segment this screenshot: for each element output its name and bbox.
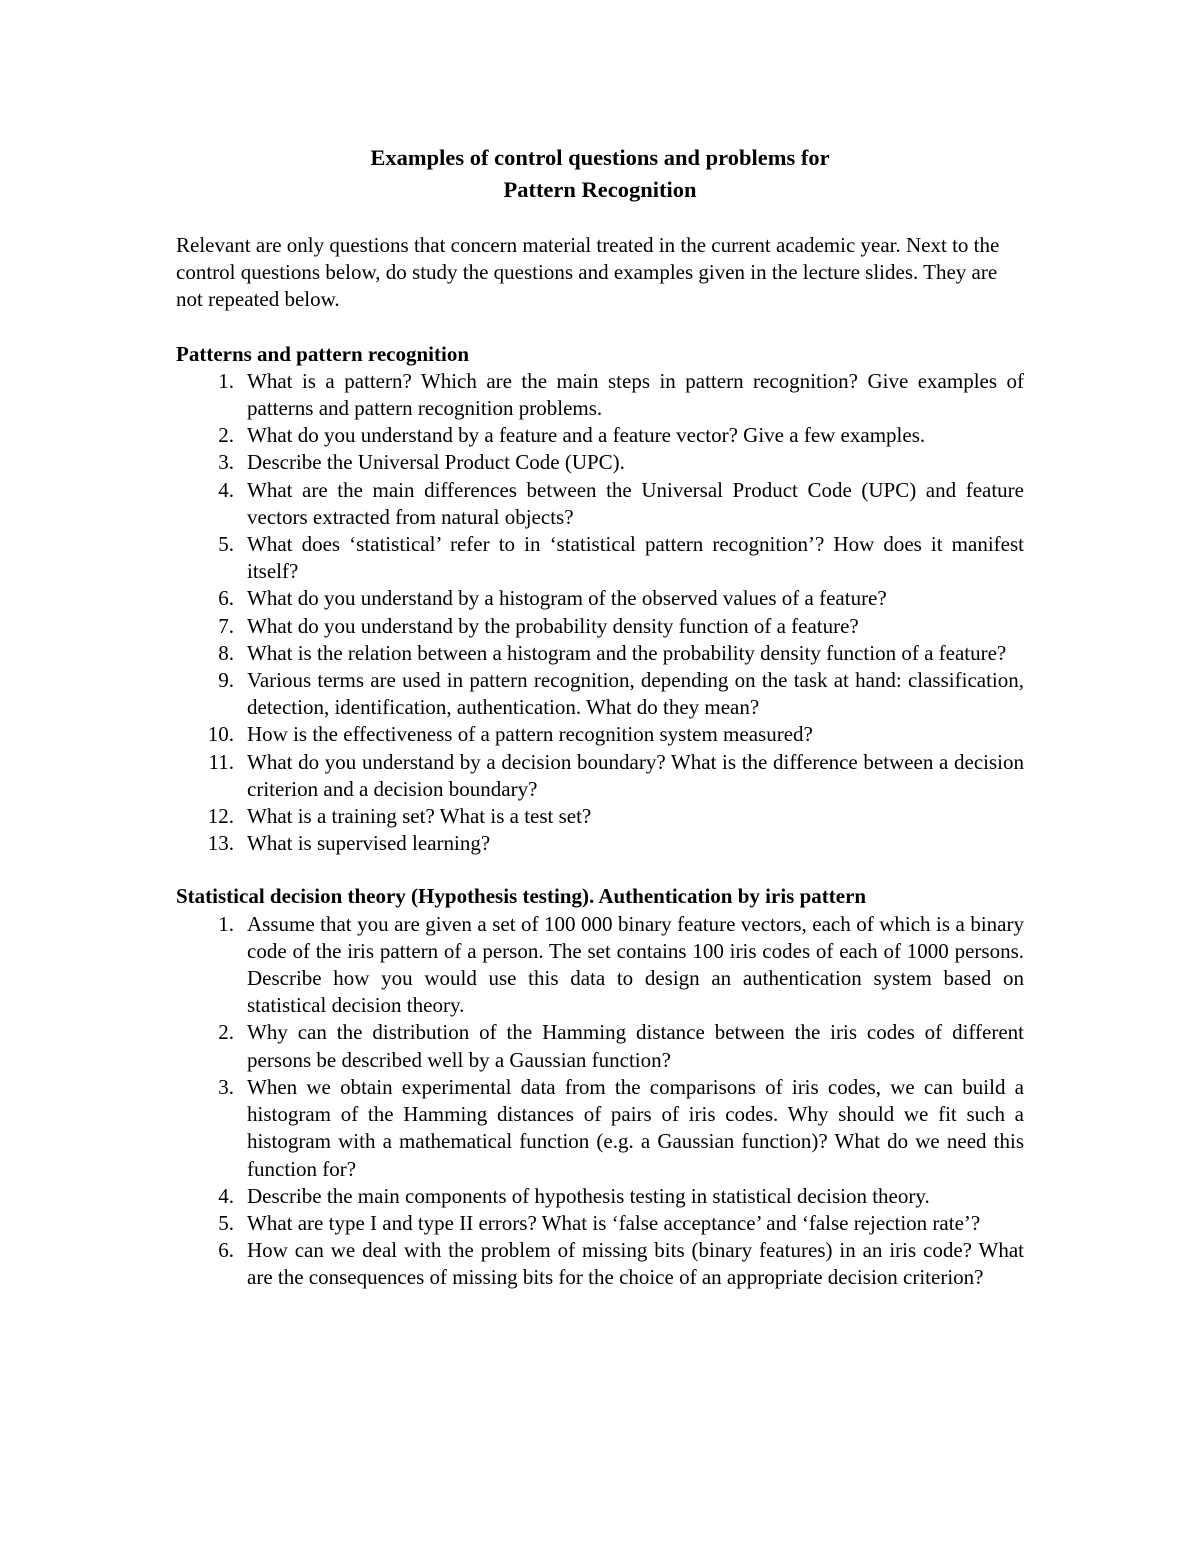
section-patterns xyxy=(176,341,1024,858)
list-item xyxy=(176,911,1024,1020)
list-item xyxy=(176,1019,1024,1073)
item-text: What do you understand by the probability density function of a feature? xyxy=(247,613,859,638)
item-number: 5. xyxy=(218,532,234,557)
item-text: What do you understand by a feature and a feature vector? Give a few examples. xyxy=(247,423,926,448)
item-number: 1. xyxy=(218,368,234,393)
list-item xyxy=(176,721,1024,748)
list-item xyxy=(176,803,1024,830)
list-item xyxy=(176,422,1024,449)
item-text: What do you understand by a decision boundary? What is the difference between a decision criterion and a decision boundary? xyxy=(247,749,1024,801)
document-title xyxy=(176,142,1024,206)
item-number: 4. xyxy=(218,477,234,502)
item-text: What is the relation between a histogram and the probability density function of a feature? xyxy=(247,640,1007,665)
item-text: What does ‘statistical’ refer to in ‘statistical pattern recognition’? How does it manifest itself? xyxy=(247,532,1024,584)
item-text: When we obtain experimental data from the comparisons of iris codes, we can build a histogram of the Hamming distances of pairs of iris codes. Why should we fit such a histogram with a mathematical function (e.g. a Gaussian function)? What do we need this function for? xyxy=(247,1074,1024,1181)
list-item xyxy=(176,449,1024,476)
item-text: What is supervised learning? xyxy=(247,831,491,856)
section-statistical-decision-theory xyxy=(176,883,1024,1291)
list-item xyxy=(176,640,1024,667)
item-number: 8. xyxy=(218,640,234,665)
list-item xyxy=(176,531,1024,585)
item-number: 6. xyxy=(218,1238,234,1263)
list-item xyxy=(176,613,1024,640)
section-heading: Patterns and pattern recognition xyxy=(176,341,470,366)
item-number: 12. xyxy=(207,804,234,829)
item-number: 2. xyxy=(218,423,234,448)
list-item xyxy=(176,1237,1024,1291)
item-text: What are type I and type II errors? What is ‘false acceptance’ and ‘false rejection rate’? xyxy=(247,1210,981,1235)
list-item xyxy=(176,368,1024,422)
item-text: Assume that you are given a set of 100 000 binary feature vectors, each of which is a binary code of the iris pattern of a person. The set contains 100 iris codes of each of 1000 persons. Describe how you would use this data to design an authentication system based on statistical decision theory. xyxy=(247,911,1024,1018)
item-number: 7. xyxy=(218,613,234,638)
list-item xyxy=(176,1210,1024,1237)
title-line-1: Examples of control questions and problems for xyxy=(370,145,830,170)
list-item xyxy=(176,1183,1024,1210)
item-text: What is a pattern? Which are the main steps in pattern recognition? Give examples of patterns and pattern recognition problems. xyxy=(247,368,1024,421)
item-number: 5. xyxy=(218,1210,234,1235)
section-heading: Statistical decision theory (Hypothesis testing). Authentication by iris pattern xyxy=(176,884,867,909)
item-number: 4. xyxy=(218,1183,234,1208)
title-line-2: Pattern Recognition xyxy=(503,177,697,202)
item-number: 3. xyxy=(218,450,234,475)
item-number: 6. xyxy=(218,586,234,611)
list-item xyxy=(176,585,1024,612)
item-text: How is the effectiveness of a pattern recognition system measured? xyxy=(247,722,813,747)
item-number: 1. xyxy=(218,911,234,936)
item-number: 13. xyxy=(207,831,234,856)
item-text: Describe the Universal Product Code (UPC). xyxy=(247,450,625,475)
item-text: What do you understand by a histogram of the observed values of a feature? xyxy=(247,586,887,611)
item-text: What is a training set? What is a test set? xyxy=(247,804,592,829)
item-text: Why can the distribution of the Hamming distance between the iris codes of different persons be described well by a Gaussian function? xyxy=(247,1020,1024,1072)
intro-paragraph: Relevant are only questions that concern material treated in the current academic year. Next to the control questions below, do study the questions and examples given in the lecture slides. They are not repeated below. xyxy=(176,233,1000,312)
item-number: 3. xyxy=(218,1074,234,1099)
item-number: 11. xyxy=(208,749,234,774)
item-text: Various terms are used in pattern recognition, depending on the task at hand: classification, detection, identification, authentication. What do they mean? xyxy=(247,668,1024,720)
list-item xyxy=(176,477,1024,531)
question-list xyxy=(176,368,1024,858)
item-text: How can we deal with the problem of missing bits (binary features) in an iris code? What are the consequences of missing bits for the choice of an appropriate decision criterion? xyxy=(247,1238,1024,1290)
item-text: What are the main differences between the Universal Product Code (UPC) and feature vectors extracted from natural objects? xyxy=(247,477,1024,529)
list-item xyxy=(176,1074,1024,1183)
item-number: 10. xyxy=(207,722,234,747)
document-content xyxy=(176,142,1024,1292)
list-item xyxy=(176,667,1024,721)
item-number: 2. xyxy=(218,1020,234,1045)
question-list xyxy=(176,911,1024,1292)
item-number: 9. xyxy=(218,668,234,693)
item-text: Describe the main components of hypothesis testing in statistical decision theory. xyxy=(247,1183,930,1208)
list-item xyxy=(176,830,1024,857)
list-item xyxy=(176,749,1024,803)
